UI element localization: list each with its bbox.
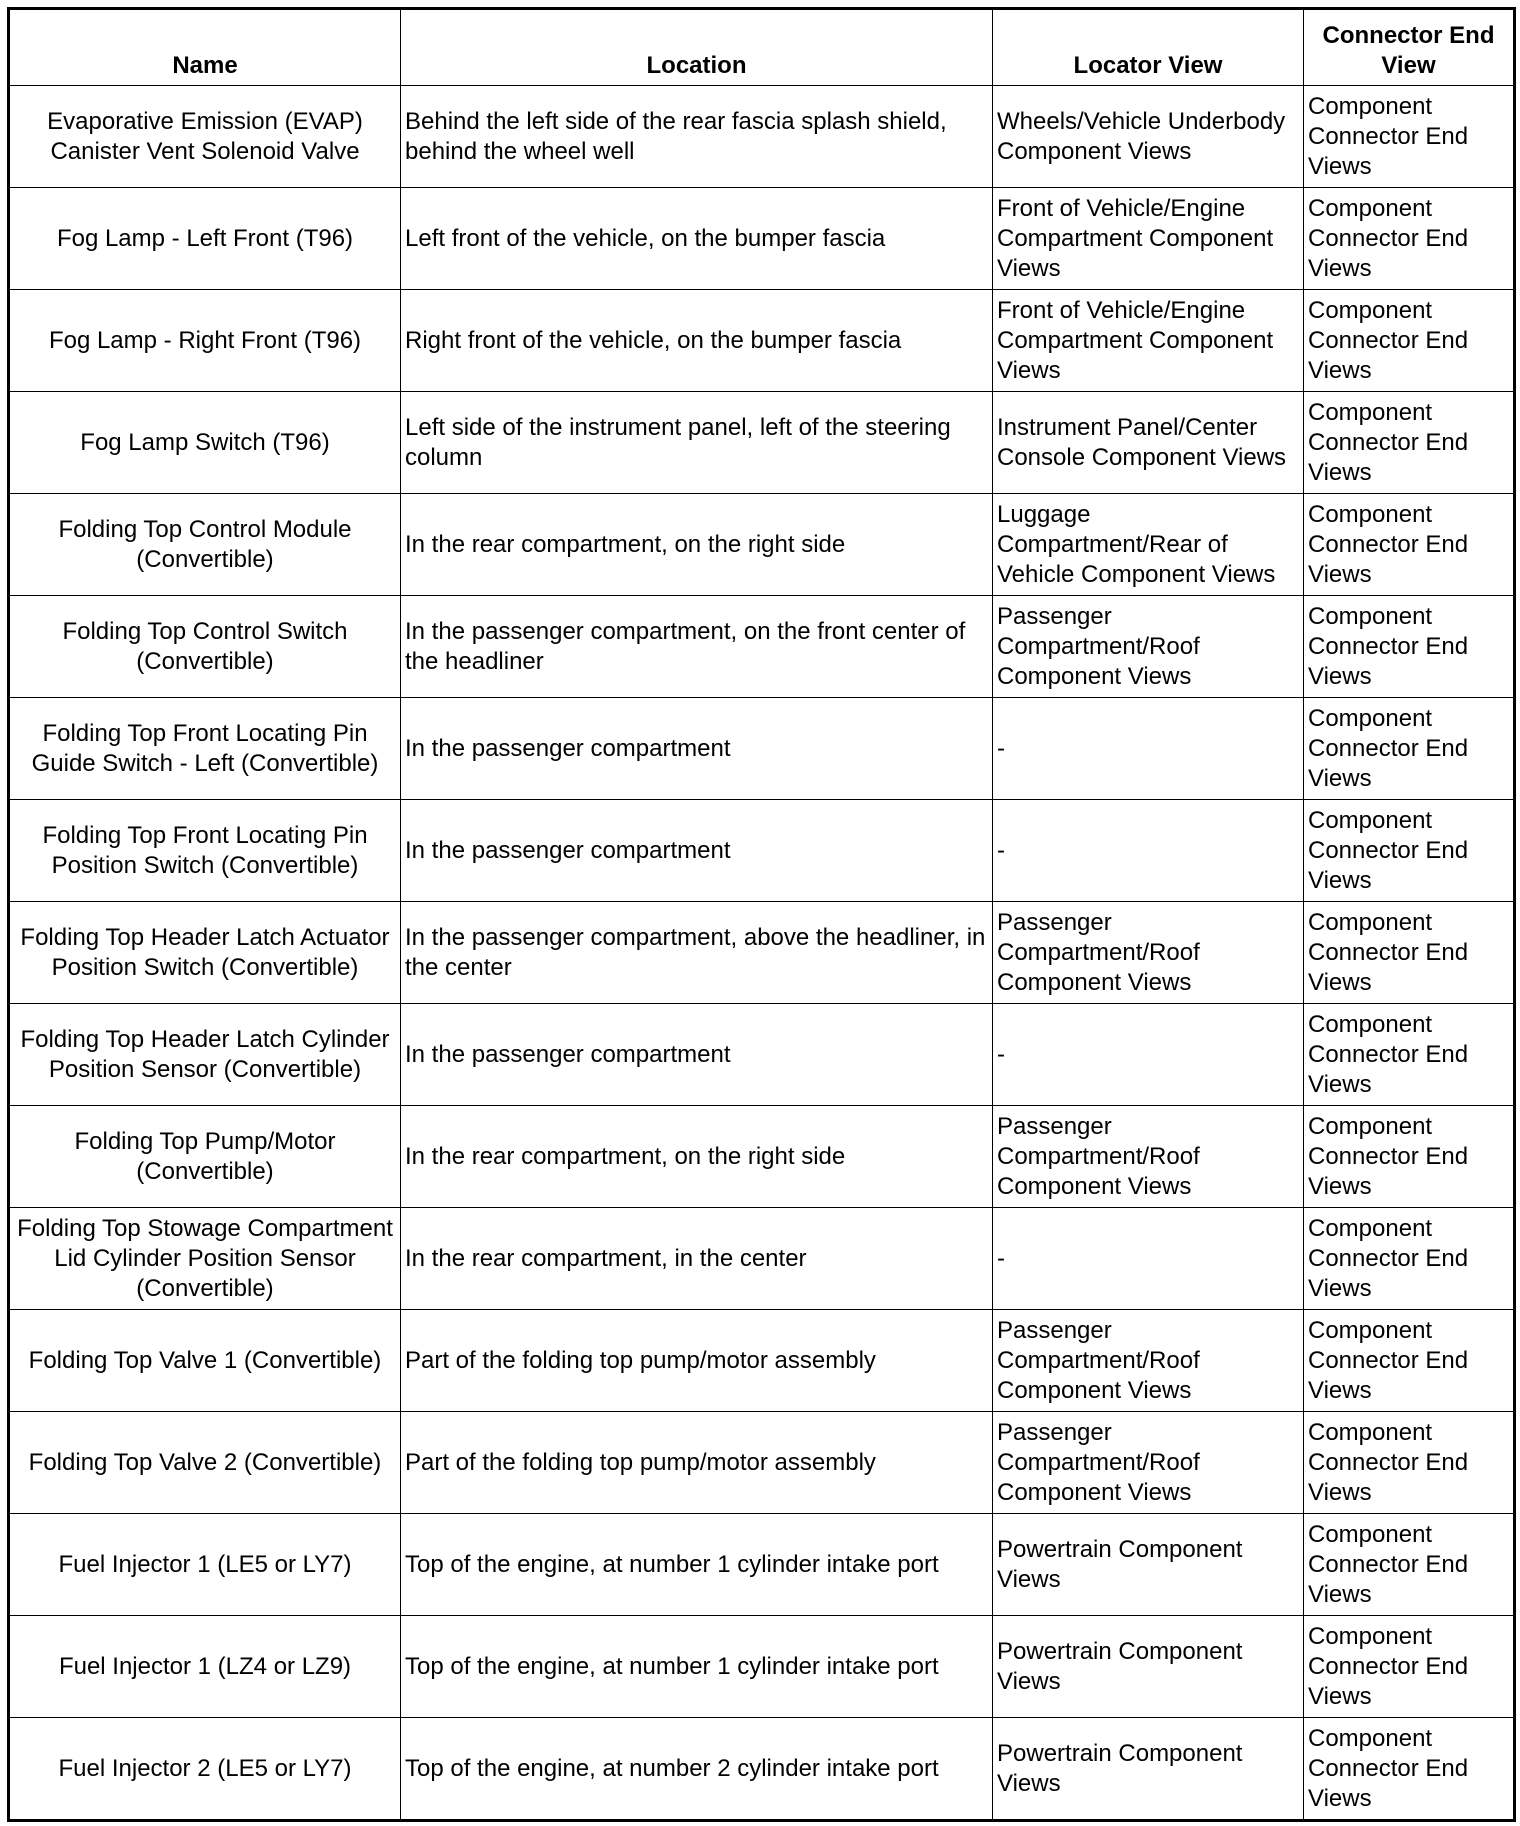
table-row: [9, 494, 1515, 596]
table-header: [9, 9, 1515, 86]
cell-locator-view: Passenger Compartment/Roof Component Views: [993, 1310, 1304, 1412]
table-row: [9, 1514, 1515, 1616]
header-locator-view: Locator View: [993, 9, 1304, 86]
table-row: [9, 1616, 1515, 1718]
cell-location: Top of the engine, at number 1 cylinder intake port: [401, 1514, 993, 1616]
table-row: [9, 902, 1515, 1004]
cell-location: In the rear compartment, on the right side: [401, 494, 993, 596]
cell-name: Fog Lamp - Left Front (T96): [9, 188, 401, 290]
cell-connector-end-view: Component Connector End Views: [1304, 290, 1515, 392]
cell-connector-end-view: Component Connector End Views: [1304, 1004, 1515, 1106]
header-connector-end-view: Connector End View: [1304, 9, 1515, 86]
cell-locator-view: Powertrain Component Views: [993, 1718, 1304, 1821]
cell-locator-view: Instrument Panel/Center Console Component Views: [993, 392, 1304, 494]
cell-location: Top of the engine, at number 1 cylinder intake port: [401, 1616, 993, 1718]
cell-location: In the rear compartment, on the right side: [401, 1106, 993, 1208]
table-row: [9, 86, 1515, 188]
cell-name: Folding Top Valve 2 (Convertible): [9, 1412, 401, 1514]
cell-location: Right front of the vehicle, on the bumper fascia: [401, 290, 993, 392]
cell-locator-view: Passenger Compartment/Roof Component Views: [993, 1412, 1304, 1514]
cell-locator-view: Luggage Compartment/Rear of Vehicle Component Views: [993, 494, 1304, 596]
cell-name: Folding Top Valve 1 (Convertible): [9, 1310, 401, 1412]
cell-locator-view: Front of Vehicle/Engine Compartment Component Views: [993, 290, 1304, 392]
cell-location: Top of the engine, at number 2 cylinder intake port: [401, 1718, 993, 1821]
cell-connector-end-view: Component Connector End Views: [1304, 188, 1515, 290]
cell-connector-end-view: Component Connector End Views: [1304, 1106, 1515, 1208]
cell-locator-view: Passenger Compartment/Roof Component Views: [993, 902, 1304, 1004]
header-row: [9, 9, 1515, 86]
cell-connector-end-view: Component Connector End Views: [1304, 1412, 1515, 1514]
cell-locator-view: Front of Vehicle/Engine Compartment Component Views: [993, 188, 1304, 290]
cell-location: In the passenger compartment: [401, 800, 993, 902]
cell-location: Left side of the instrument panel, left of the steering column: [401, 392, 993, 494]
cell-locator-view: -: [993, 1208, 1304, 1310]
cell-connector-end-view: Component Connector End Views: [1304, 1208, 1515, 1310]
cell-location: Part of the folding top pump/motor assembly: [401, 1412, 993, 1514]
component-locator-table: [7, 7, 1516, 1822]
cell-connector-end-view: Component Connector End Views: [1304, 1616, 1515, 1718]
cell-location: In the passenger compartment, above the headliner, in the center: [401, 902, 993, 1004]
cell-connector-end-view: Component Connector End Views: [1304, 1718, 1515, 1821]
cell-name: Folding Top Header Latch Cylinder Position Sensor (Convertible): [9, 1004, 401, 1106]
cell-locator-view: -: [993, 1004, 1304, 1106]
cell-location: Behind the left side of the rear fascia splash shield, behind the wheel well: [401, 86, 993, 188]
cell-locator-view: Wheels/Vehicle Underbody Component Views: [993, 86, 1304, 188]
cell-locator-view: Passenger Compartment/Roof Component Views: [993, 596, 1304, 698]
cell-name: Folding Top Stowage Compartment Lid Cylinder Position Sensor (Convertible): [9, 1208, 401, 1310]
cell-location: In the rear compartment, in the center: [401, 1208, 993, 1310]
cell-connector-end-view: Component Connector End Views: [1304, 494, 1515, 596]
cell-name: Folding Top Front Locating Pin Guide Switch - Left (Convertible): [9, 698, 401, 800]
table-row: [9, 1412, 1515, 1514]
cell-name: Evaporative Emission (EVAP) Canister Vent Solenoid Valve: [9, 86, 401, 188]
cell-connector-end-view: Component Connector End Views: [1304, 698, 1515, 800]
cell-name: Folding Top Control Switch (Convertible): [9, 596, 401, 698]
cell-location: Left front of the vehicle, on the bumper fascia: [401, 188, 993, 290]
table-body: [9, 86, 1515, 1821]
table-row: [9, 1004, 1515, 1106]
table-row: [9, 800, 1515, 902]
cell-name: Fuel Injector 1 (LZ4 or LZ9): [9, 1616, 401, 1718]
table-row: [9, 188, 1515, 290]
cell-locator-view: Powertrain Component Views: [993, 1616, 1304, 1718]
cell-connector-end-view: Component Connector End Views: [1304, 596, 1515, 698]
cell-location: In the passenger compartment: [401, 1004, 993, 1106]
cell-name: Folding Top Control Module (Convertible): [9, 494, 401, 596]
cell-connector-end-view: Component Connector End Views: [1304, 1310, 1515, 1412]
cell-connector-end-view: Component Connector End Views: [1304, 902, 1515, 1004]
cell-name: Folding Top Header Latch Actuator Position Switch (Convertible): [9, 902, 401, 1004]
cell-connector-end-view: Component Connector End Views: [1304, 392, 1515, 494]
cell-locator-view: -: [993, 698, 1304, 800]
cell-location: In the passenger compartment, on the front center of the headliner: [401, 596, 993, 698]
cell-name: Fog Lamp Switch (T96): [9, 392, 401, 494]
table-row: [9, 1208, 1515, 1310]
cell-location: Part of the folding top pump/motor assembly: [401, 1310, 993, 1412]
cell-name: Fuel Injector 1 (LE5 or LY7): [9, 1514, 401, 1616]
cell-connector-end-view: Component Connector End Views: [1304, 800, 1515, 902]
cell-name: Fog Lamp - Right Front (T96): [9, 290, 401, 392]
header-name: Name: [9, 9, 401, 86]
cell-location: In the passenger compartment: [401, 698, 993, 800]
cell-name: Fuel Injector 2 (LE5 or LY7): [9, 1718, 401, 1821]
table-row: [9, 290, 1515, 392]
table-row: [9, 1106, 1515, 1208]
table-row: [9, 1310, 1515, 1412]
header-location: Location: [401, 9, 993, 86]
cell-locator-view: -: [993, 800, 1304, 902]
table-row: [9, 596, 1515, 698]
table-row: [9, 698, 1515, 800]
cell-name: Folding Top Pump/Motor (Convertible): [9, 1106, 401, 1208]
cell-connector-end-view: Component Connector End Views: [1304, 86, 1515, 188]
cell-name: Folding Top Front Locating Pin Position Switch (Convertible): [9, 800, 401, 902]
table-row: [9, 1718, 1515, 1821]
cell-locator-view: Passenger Compartment/Roof Component Views: [993, 1106, 1304, 1208]
table-row: [9, 392, 1515, 494]
cell-connector-end-view: Component Connector End Views: [1304, 1514, 1515, 1616]
cell-locator-view: Powertrain Component Views: [993, 1514, 1304, 1616]
